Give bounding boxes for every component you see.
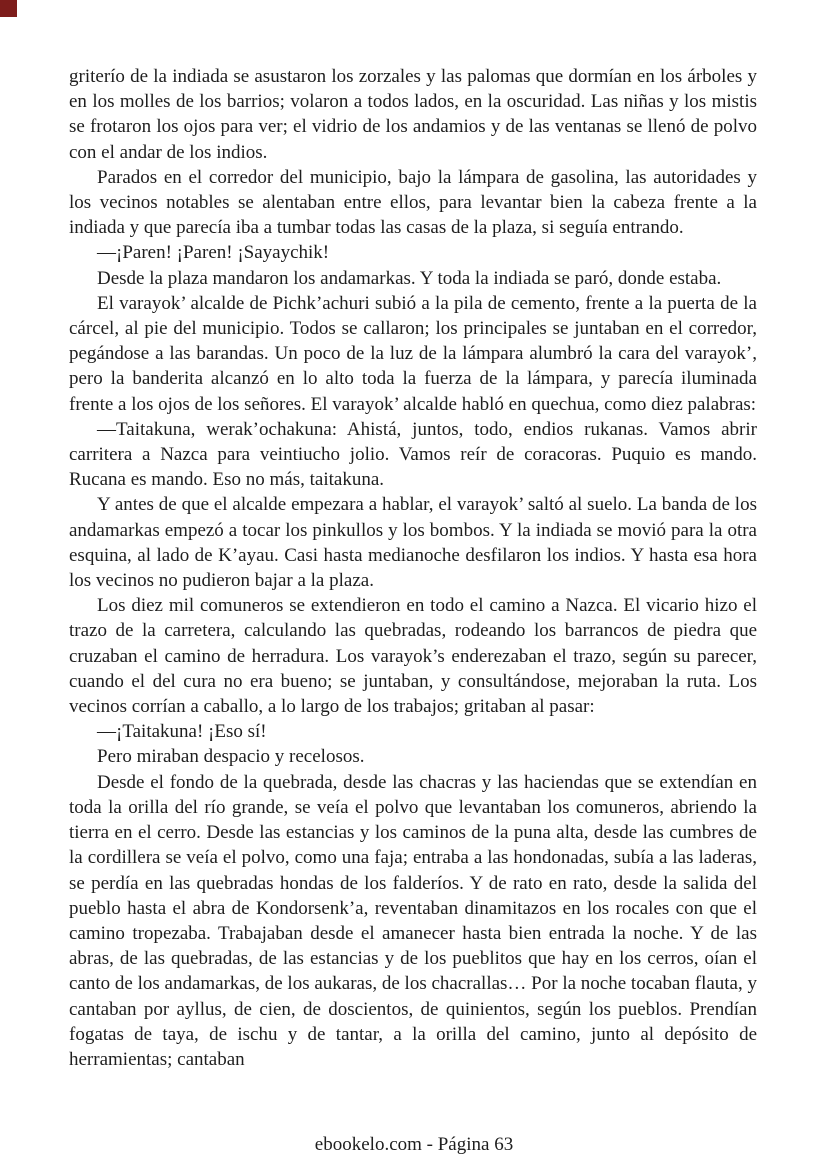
page-footer: ebookelo.com - Página 63 xyxy=(314,1134,514,1155)
paragraph-9: Pero miraban despacio y recelosos. xyxy=(97,746,365,768)
paragraph-5: —Taitakuna, werak’ochakuna: Ahistá, juntos, todo, endios rukanas. Vamos abrir carritera a Nazca para veintiucho jolio. Vamos reír de coracoras. Puquio es mando. Rucana es mando. Eso no más, taitakuna. xyxy=(69,418,757,491)
paragraph-1: Parados en el corredor del municipio, bajo la lámpara de gasolina, las autoridades y los vecinos notables se alentaban entre ellos, para levantar bien la cabeza frente a la indiada y que parecía iba a tumbar todas las casas de la plaza, si seguía entrando. xyxy=(69,166,757,239)
paragraph-7: Los diez mil comuneros se extendieron en todo el camino a Nazca. El vicario hizo el trazo de la carretera, calculando las quebradas, rodeando los barrancos de piedra que cruzaban el camino de herradura. Los varayok’s enderezaban el trazo, según su parecer, cuando el del cura no era bueno; se juntaban, y consultándose, mejoraban la ruta. Los vecinos corrían a caballo, a lo largo de los trabajos; gritaban al pasar: xyxy=(69,595,757,718)
paragraph-10: Desde el fondo de la quebrada, desde las chacras y las haciendas que se extendían en toda la orilla del río grande, se veía el polvo que levantaban los comuneros, abriendo la tierra en el cerro. Desde las estancias y los caminos de la puna alta, desde las cumbres de la cordillera se veía el polvo, como una faja; entraba a las hondonadas, subía a las laderas, se perdía en las quebradas hondas de los falderíos. Y de rato en rato, desde la salida del pueblo hasta el abra de Kondorsenk’a, reventaban dinamitazos en los rocales con que el camino tropezaba. Trabajaban desde el amanecer hasta bien entrada la noche. Y de las abras, de las quebradas, de las estancias y de los pueblitos que hay en los cerros, oían el canto de los andamarkas, de los aukaras, de los chacrallas… Por la noche tocaban flauta, y cantaban por ayllus, de cien, de doscientos, de quinientos, según los pueblos. Prendían fogatas de taya, de ischu y de tantar, a la orilla del camino, junto al depósito de herramientas; cantaban xyxy=(69,771,757,1070)
page-text-block xyxy=(69,64,757,1072)
paragraph-8: —¡Taitakuna! ¡Eso sí! xyxy=(97,721,267,743)
paragraph-6: Y antes de que el alcalde empezara a hablar, el varayok’ saltó al suelo. La banda de los andamarkas empezó a tocar los pinkullos y los bombos. Y la indiada se movió para la otra esquina, al lado de K’ayau. Casi hasta medianoche desfilaron los indios. Y hasta esa hora los vecinos no pudieron bajar a la plaza. xyxy=(69,494,757,592)
paragraph-4: El varayok’ alcalde de Pichk’achuri subió a la pila de cemento, frente a la puerta de la cárcel, al pie del municipio. Todos se callaron; los principales se juntaban en el corredor, pegándose a las barandas. Un poco de la luz de la lámpara alumbró la cara del varayok’, pero la banderita alcanzó en lo alto toda la fuerza de la lámpara, y parecía iluminada frente a los ojos de los señores. El varayok’ alcalde habló en quechua, como diez palabras: xyxy=(69,292,757,415)
corner-mark xyxy=(0,0,17,17)
paragraph-0: griterío de la indiada se asustaron los zorzales y las palomas que dormían en los árboles y en los molles de los barrios; volaron a todos lados, en la oscuridad. Las niñas y los mistis se frotaron los ojos para ver; el vidrio de los andamios y de las ventanas se llenó de polvo con el andar de los indios. xyxy=(69,66,757,163)
paragraph-2: —¡Paren! ¡Paren! ¡Sayaychik! xyxy=(97,242,330,264)
paragraph-3: Desde la plaza mandaron los andamarkas. Y toda la indiada se paró, donde estaba. xyxy=(97,267,722,289)
